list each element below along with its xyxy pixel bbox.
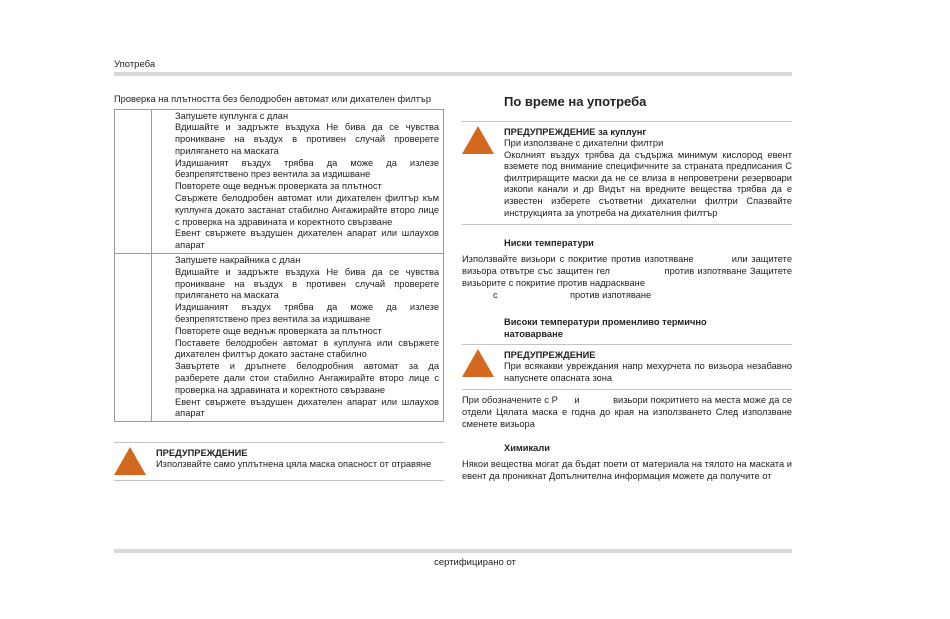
chemicals-text: Някои вещества могат да бъдат поети от материала на тялото на маската и евент да проникнат Допълнителна информация можете да получите от <box>462 459 792 482</box>
warning-text: При използване с дихателни филтри Околният въздух трябва да съдържа минимум кислород евент вземете под внимание специфичните за страната предписания С филтриращите маски да не се влиза в непроветрени резервоари изкопи канали и др Видът на вредните вещества трябва да е известен изберете съответни дихателни филтри Спазвайте инструкцията за употреба на дихателния филтър <box>504 138 792 218</box>
left-column <box>114 94 444 481</box>
section-heading: По време на употреба <box>504 94 647 109</box>
steps-cell <box>152 109 444 254</box>
step-text: Евент свържете въздушен дихателен апарат или шлаухов апарат <box>175 396 439 419</box>
divider <box>114 480 444 481</box>
step-number-cell <box>115 254 152 422</box>
header-rule <box>114 72 792 76</box>
right-column <box>462 94 795 482</box>
subheading-chemicals: Химикали <box>504 443 550 454</box>
divider <box>462 224 792 225</box>
intro-text: Проверка на плътността без белодробен автомат или дихателен филтър <box>114 94 432 104</box>
steps-cell <box>152 254 444 422</box>
step-text: Издишаният въздух трябва да може да излезе безпрепятствено през вентила за издишване <box>175 302 439 325</box>
warning-text: Използвайте само уплътнена цяла маска опасност от отравяне <box>156 459 432 470</box>
warning-text: При всякакви увреждания напр мехурчета по визьора незабавно напуснете опасната зона <box>504 361 792 383</box>
step-text: Повторете още веднъж проверката за плътност <box>175 325 382 336</box>
step-text: Повторете още веднъж проверката за плътност <box>175 181 382 192</box>
page-header-title: Употреба <box>114 59 156 70</box>
low-temp-text: Използвайте визьори с покритие против изпотяване или защитете визьора отвътре със защитен гел против изпотяване Защитете визьорите с покритие против надраскване с против изпотяване <box>462 254 792 301</box>
divider <box>462 389 792 390</box>
warning-icon <box>462 349 494 377</box>
warning-box <box>114 443 444 480</box>
warning-icon <box>114 447 146 475</box>
warning-title: ПРЕДУПРЕЖДЕНИЕ за куплунг <box>504 127 647 137</box>
step-text: Запушете куплунга с длан <box>175 110 289 121</box>
step-text: Вдишайте и задръжте въздуха Не бива да се чувства проникване на въздух в противен случай проверете прилягането на маската <box>175 122 439 156</box>
subheading-low-temp: Ниски температури <box>504 238 594 249</box>
table-row <box>115 109 444 254</box>
footer-text: сертифицирано от <box>434 557 516 568</box>
step-text: Вдишайте и задръжте въздуха Не бива да се чувства проникване на въздух в противен случай проверете прилягането на маската <box>175 266 439 301</box>
step-text: Поставете белодробен автомат в куплунга или свържете дихателен филтър докато застане стабилно <box>175 337 439 360</box>
step-text: Евент свържете въздушен дихателен апарат или шлаухов апарат <box>175 228 439 251</box>
step-text: Издишаният въздух трябва да може да излезе безпрепятствено през вентила за издишване <box>175 157 439 180</box>
step-text: Запушете накрайника с длан <box>175 255 301 266</box>
subheading-high-temp: Високи температури променливо термично натоварване <box>504 317 707 340</box>
warning-icon <box>462 126 494 154</box>
steps-table <box>114 109 444 423</box>
step-text: Завъртете и дръпнете белодробния автомат за да разберете дали стои стабилно Ангажирайте второ лице с проверка на здравината и коректното свързване <box>175 361 439 395</box>
footer-rule <box>114 549 792 553</box>
warning-title: ПРЕДУПРЕЖДЕНИЕ <box>156 448 248 459</box>
table-row <box>115 254 444 422</box>
warning-title: ПРЕДУПРЕЖДЕНИЕ <box>504 350 596 361</box>
step-number-cell <box>115 109 152 254</box>
warning-box <box>462 345 792 389</box>
warning-box <box>462 122 792 224</box>
visor-text: При обозначените с P и визьори покритието на места може да се отдели Цялата маска е годна до края на използването След използване сменете визьора <box>462 395 795 430</box>
step-text: Свържете белодробен автомат или дихателен филтър към куплунга докато застанат стабилно Ангажирайте второ лице с проверка на здравината и коректното свързване <box>175 193 439 227</box>
